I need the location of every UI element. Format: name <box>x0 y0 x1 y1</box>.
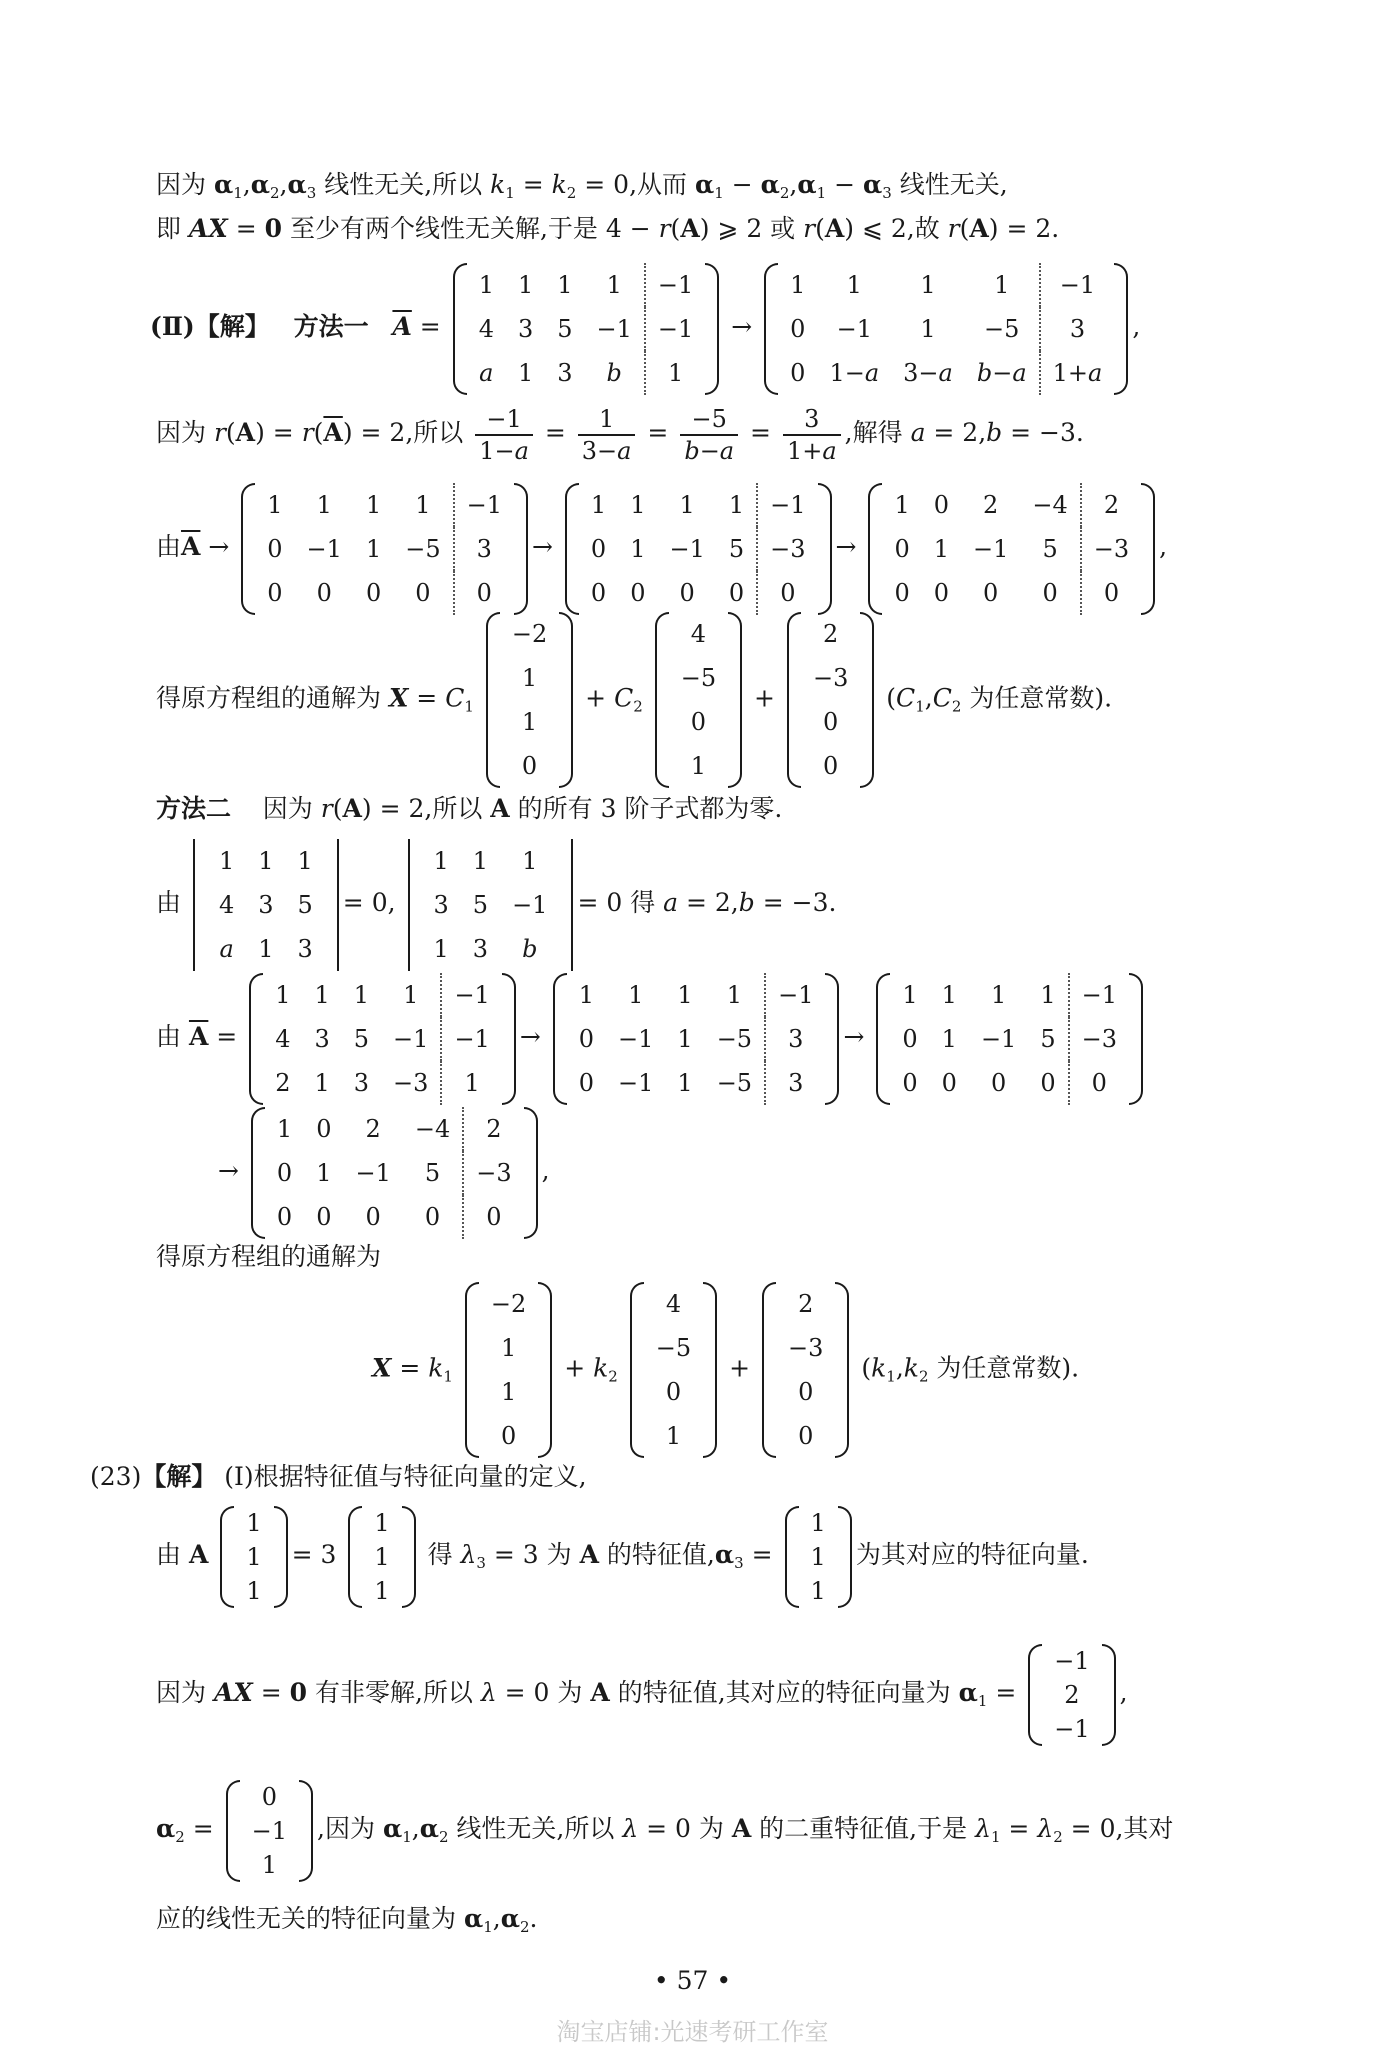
matrix-step-a: 1 1 1 1 −1 0 −1 1 −5 3 0 0 0 0 0 <box>241 483 528 615</box>
method1-row: (Ⅱ)【解】 方法一 $\overline{A}$ = 1 1 1 1 −1 4 3 5 −1 −1 a 1 3 b 1 → 1 1 1 1 −1 0 −1 1 −5 3 0 1−a 3−a b−a 1+a , <box>150 262 1140 395</box>
matrix-row-reduced-1: 1 1 1 1 −1 0 −1 1 −5 3 0 1−a 3−a b−a 1+a <box>764 263 1128 395</box>
ratio-line: 因为 $r(A) = r(\overline{A}) = 2$,所以 $\frac{-1}{1-a}$ = $\frac{1}{3-a}$ = $\frac{-5}{b-a}$ = $\frac{3}{1+a}$ ,解得 a = 2,b = −3. <box>156 404 1084 465</box>
method1-label: 方法一 <box>293 312 369 341</box>
part2-label: (Ⅱ)【解】 <box>150 312 270 341</box>
general-solution-1: 得原方程组的通解为 $X = C_1$ −2 1 1 0 + $C_2$ 4 −5 0 1 + 2 −3 0 0 ($C_1,C_2$ 为任意常数). <box>156 612 1112 792</box>
reduction-chain-2: 由 $\overline{A}$ = 1 1 1 1 −1 4 3 5 −1 −1 2 1 3 −3 1 → 1 1 1 1 −1 0 −1 1 −5 3 0 −1 1 −5 3 → 1 1 1 1 −1 0 1 −1 5 −3 0 0 0 0 0 <box>156 972 1147 1105</box>
q23-heading: (23)【解】 (Ⅰ)根据特征值与特征向量的定义, <box>90 1462 587 1491</box>
eigen-line-1: 由 A 1 1 1 = 3 1 1 1 得 $\lambda_3 = 3$ 为 A 的特征值$,\alpha_3$ = 1 1 1 为其对应的特征向量. <box>156 1500 1089 1618</box>
watermark: 淘宝店铺:光速考研工作室 <box>556 2018 829 2046</box>
eigen-line-4: 应的线性无关的特征向量为 $\alpha_1,\alpha_2$. <box>156 1904 538 1936</box>
det-1: 1 1 1 4 3 5 a 1 3 <box>193 839 339 971</box>
vector-alpha3: 1 1 1 <box>785 1506 852 1608</box>
vector-ones-b: 1 1 1 <box>348 1506 415 1608</box>
text-line-1: 因为 $\alpha_1,\alpha_2,\alpha_3$ 线性无关,所以 $k_1 = k_2 = 0$,从而 $\alpha_1 - \alpha_2,\alpha_1 - \alpha_3$ 线性无关, <box>156 170 1008 202</box>
vector-alpha1: −1 2 −1 <box>1028 1644 1115 1746</box>
vector-k1: −2 1 1 0 <box>465 1282 552 1458</box>
determinant-line: 由 1 1 1 4 3 5 a 1 3 = 0, 1 1 1 3 5 −1 1 3 b = 0 得 a = 2,b = −3. <box>156 838 836 971</box>
vector-c1: −2 1 1 0 <box>486 612 573 788</box>
eigen-line-2: 因为 AX = 0 有非零解,所以 λ = 0 为 A 的特征值,其对应的特征向量为 $\alpha_1$ = −1 2 −1 , <box>156 1638 1128 1756</box>
matrix-step-c: 1 0 2 −4 2 0 1 −1 5 −3 0 0 0 0 0 <box>868 483 1155 615</box>
vector-alpha2: 0 −1 1 <box>226 1780 313 1882</box>
matrix-abar: 1 1 1 1 −1 4 3 5 −1 −1 a 1 3 b 1 <box>453 263 720 395</box>
text-line-2: 即 AX = 0 至少有两个线性无关解,于是 4 − r(A) ⩾ 2 或 r(A) ⩽ 2,故 r(A) = 2. <box>156 214 1060 243</box>
vector-ones-a: 1 1 1 <box>220 1506 287 1608</box>
general2-head: 得原方程组的通解为 <box>156 1242 382 1271</box>
eigen-line-3: $\alpha_2$ = 0 −1 1 ,因为 $\alpha_1,\alpha_2$ 线性无关,所以 λ = 0 为 A 的二重特征值,于是 $\lambda_1 = \lambda_2 = 0$,其对 <box>156 1774 1173 1892</box>
vector-particular-2: 2 −3 0 0 <box>762 1282 849 1458</box>
method2-label: 方法二 <box>156 794 232 823</box>
vector-particular-1: 2 −3 0 0 <box>787 612 874 788</box>
reduction-chain-1: 由$\overline{A}$ → 1 1 1 1 −1 0 −1 1 −5 3 0 0 0 0 0 → 1 1 1 1 −1 0 1 −1 5 −3 0 0 0 0 0 → 1 0 2 −4 2 0 1 −1 5 −3 0 0 0 0 0 , <box>156 482 1167 615</box>
vector-c2: 4 −5 0 1 <box>655 612 742 788</box>
matrix-step-b: 1 1 1 1 −1 0 1 −1 5 −3 0 0 0 0 0 <box>565 483 832 615</box>
matrix-m2-d: 1 0 2 −4 2 0 1 −1 5 −3 0 0 0 0 0 <box>251 1107 538 1239</box>
det-2: 1 1 1 3 5 −1 1 3 b <box>408 839 574 971</box>
matrix-m2-c: 1 1 1 1 −1 0 1 −1 5 −3 0 0 0 0 0 <box>876 973 1143 1105</box>
reduction-chain-2-cont: → 1 0 2 −4 2 0 1 −1 5 −3 0 0 0 0 0 , <box>218 1106 550 1239</box>
matrix-m2-b: 1 1 1 1 −1 0 −1 1 −5 3 0 −1 1 −5 3 <box>553 973 840 1105</box>
matrix-m2-a: 1 1 1 1 −1 4 3 5 −1 −1 2 1 3 −3 1 <box>249 973 516 1105</box>
vector-k2: 4 −5 0 1 <box>630 1282 717 1458</box>
page-number: • 57 • <box>653 1966 732 1995</box>
general-solution-2: $X = k_1$ −2 1 1 0 + $k_2$ 4 −5 0 1 + 2 −3 0 0 ($k_1,k_2$ 为任意常数). <box>372 1282 1079 1462</box>
method2-line: 方法二 因为 r(A) = 2,所以 A 的所有 3 阶子式都为零. <box>156 794 783 823</box>
